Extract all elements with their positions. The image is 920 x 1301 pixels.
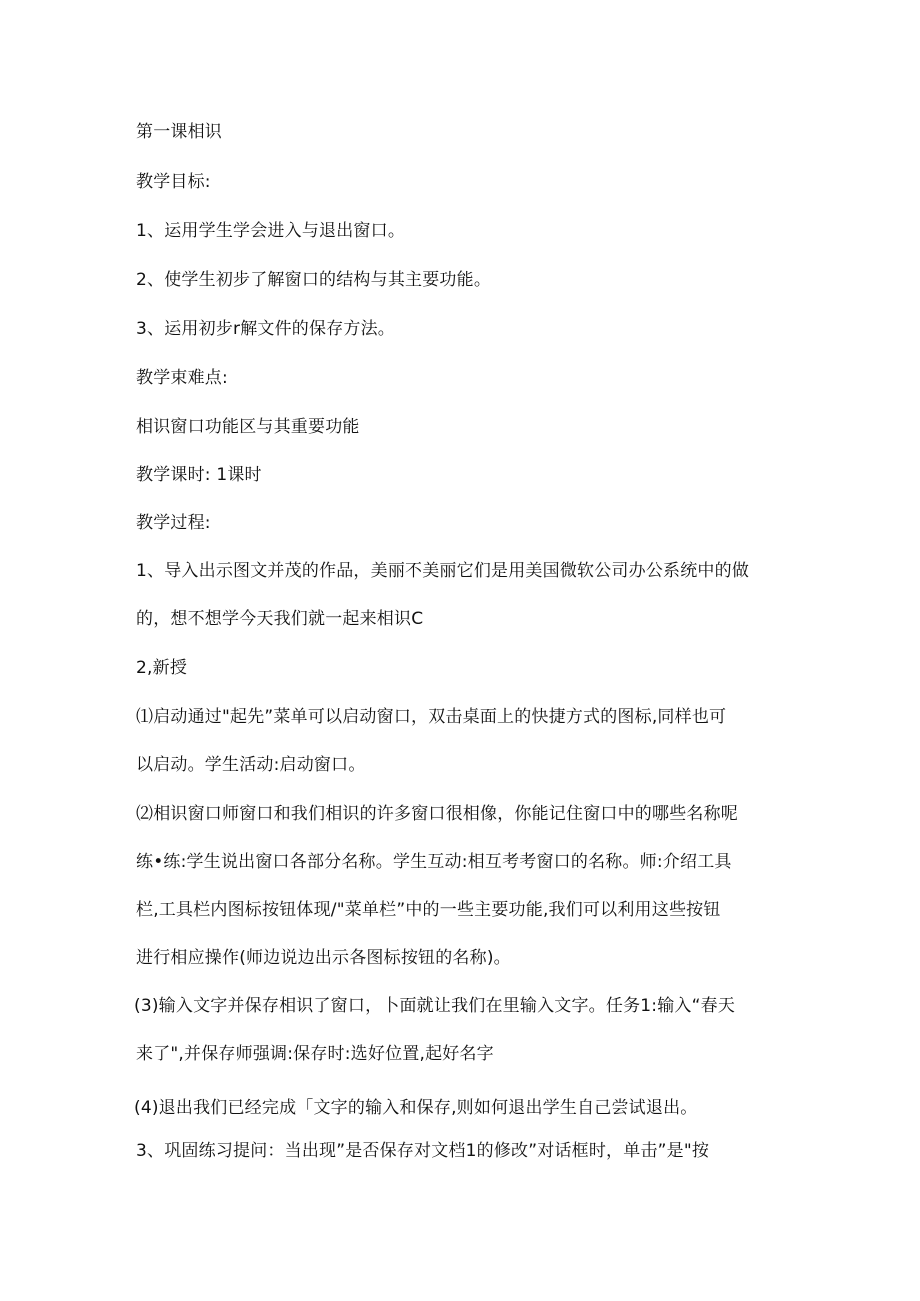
process-line: ⑴启动通过"起先”菜单可以启动窗口，双击桌面上的快捷方式的图标,同样也可 bbox=[136, 707, 727, 727]
difficulty-text: 相识窗口功能区与其重要功能 bbox=[136, 417, 360, 437]
process-line: 练•练:学生说出窗口各部分名称。学生互动:相互考考窗口的名称。师:介绍工具 bbox=[136, 852, 732, 872]
process-line: 1、导入出示图文并茂的作品，美丽不美丽它们是用美国微软公司办公系统中的做 bbox=[136, 561, 750, 581]
process-heading: 教学过程: bbox=[136, 513, 211, 533]
process-line: 进行相应操作(师边说边出示各图标按钮的名称)。 bbox=[136, 948, 511, 968]
hours-text: 教学课时: 1课时 bbox=[136, 465, 262, 485]
difficulty-heading: 教学束难点: bbox=[136, 368, 228, 388]
objective-item: 3、运用初步r解文件的保存方法。 bbox=[136, 319, 396, 339]
process-line: 来了",并保存师强调:保存时:选好位置,起好名字 bbox=[136, 1044, 494, 1064]
process-line: 的，想不想学今天我们就一起来相识C bbox=[136, 609, 424, 629]
process-line: 3、巩固练习提问：当出现”是否保存对文档1的修改”对话框时，单击”是"按 bbox=[136, 1141, 710, 1161]
process-line: 栏,工具栏内图标按钮体现/"菜单栏”中的一些主要功能,我们可以利用这些按钮 bbox=[136, 900, 721, 920]
objective-item: 2、使学生初步了解窗口的结构与其主要功能。 bbox=[136, 270, 492, 290]
process-line: 2,新授 bbox=[136, 658, 188, 678]
process-line: (3)输入文字并保存相识了窗口，卜面就让我们在里输入文字。任务1:输入“春天 bbox=[134, 996, 736, 1016]
process-line: (4)退出我们已经完成「文字的输入和保存,则如何退出学生自己尝试退出。 bbox=[134, 1098, 698, 1118]
document-title: 第一课相识 bbox=[136, 122, 222, 142]
objective-item: 1、运用学生学会进入与退出窗口。 bbox=[136, 221, 406, 241]
process-line: 以启动。学生活动:启动窗口。 bbox=[136, 755, 366, 775]
process-line: ⑵相识窗口师窗口和我们相识的许多窗口很相像，你能记住窗口中的哪些名称呢 bbox=[136, 804, 738, 824]
objectives-heading: 教学目标: bbox=[136, 172, 211, 192]
